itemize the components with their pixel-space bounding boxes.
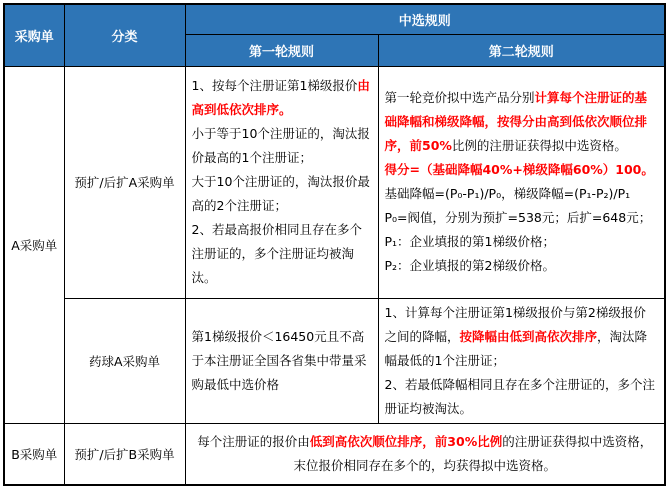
selection-rules-table (3, 3, 666, 486)
cell-round2-a-prepost: 第一轮竞价拟中选产品分别计算每个注册证的基础降幅和梯级降幅，按得分由高到低依次顺位排序，前50%比例的注册证获得拟中选资格。 得分=（基础降幅40%+梯级降幅60%）100。 基础降幅=(P₀-P₁)/P₀，梯级降幅=(P₁-P₂)/P₁ P₀=阀值，分别为预扩=538元；后扩=648元； P₁：企业填报的第1梯级价格； P₂：企业填报的第2梯级价格。 (378, 66, 665, 298)
cell-category-b: 预扩/后扩B采购单 (64, 423, 185, 485)
row-a-drugballoon (4, 298, 665, 423)
header-round2: 第二轮规则 (378, 34, 665, 66)
cell-group-b-label: B采购单 (4, 423, 64, 485)
cell-group-a-label: A采购单 (4, 66, 64, 423)
cell-round1-a-drugballoon: 第1梯级报价＜16450元且不高于本注册证全国各省集中带量采购最低中选价格 (185, 298, 378, 423)
cell-category-a-drugballoon: 药球A采购单 (64, 298, 185, 423)
header-category: 分类 (64, 4, 185, 66)
cell-rules-b: 每个注册证的报价由低到高依次顺位排序，前30%比例的注册证获得拟中选资格，末位报价相同存在多个的，均获得拟中选资格。 (185, 423, 665, 485)
cell-round1-a-prepost: 1、按每个注册证第1梯级报价由高到低依次排序。 小于等于10个注册证的，淘汰报价最高的1个注册证； 大于10个注册证的，淘汰报价最高的2个注册证； 2、若最高报价相同且存在多个注册证的，多个注册证均被淘汰。 (185, 66, 378, 298)
row-a-prepost (4, 66, 665, 298)
header-purchase-order: 采购单 (4, 4, 64, 66)
header-row-1 (4, 4, 665, 34)
row-b (4, 423, 665, 485)
header-selection-rules: 中选规则 (185, 4, 665, 34)
cell-round2-a-drugballoon: 1、计算每个注册证第1梯级报价与第2梯级报价之间的降幅，按降幅由低到高依次排序，淘汰降幅最低的1个注册证； 2、若最低降幅相同且存在多个注册证的，多个注册证均被淘汰。 (378, 298, 665, 423)
header-round1: 第一轮规则 (185, 34, 378, 66)
cell-category-a-prepost: 预扩/后扩A采购单 (64, 66, 185, 298)
